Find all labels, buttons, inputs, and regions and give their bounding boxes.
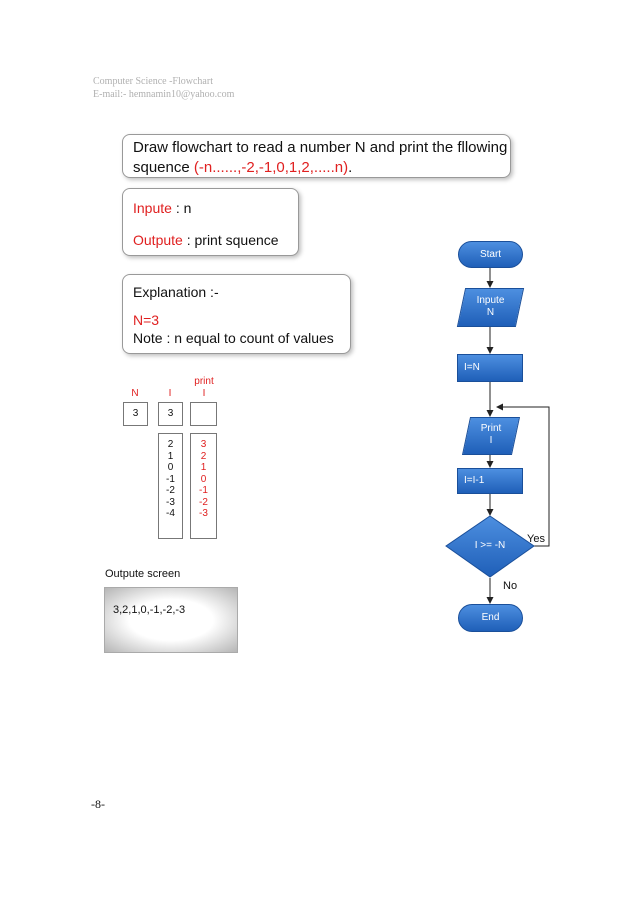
flowchart-input-line1: Inpute bbox=[476, 295, 505, 306]
trace-i-value: -2 bbox=[166, 485, 175, 496]
flowchart-print bbox=[466, 417, 516, 455]
trace-print-value: 2 bbox=[200, 450, 207, 462]
trace-i-value: -1 bbox=[166, 473, 175, 485]
flowchart-end: End bbox=[458, 604, 523, 632]
problem-line-1: Draw flowchart to read a number N and print the fllowing bbox=[133, 139, 508, 156]
explanation-n-value: N=3 bbox=[133, 312, 160, 328]
flowchart-input bbox=[461, 288, 520, 327]
trace-print-value: 1 bbox=[200, 462, 207, 473]
trace-header-print-bottom: I bbox=[202, 388, 206, 399]
trace-i-value: -3 bbox=[166, 496, 175, 508]
trace-i-value: 0 bbox=[167, 462, 174, 473]
flowchart-print-line1: Print bbox=[480, 423, 502, 434]
trace-i-value: 2 bbox=[167, 439, 174, 450]
input-label: Inpute bbox=[133, 200, 172, 216]
trace-header-n: N bbox=[131, 388, 139, 399]
trace-cell-n: 3 bbox=[123, 402, 148, 426]
flowchart-start: Start bbox=[458, 241, 523, 268]
trace-i-value: -4 bbox=[166, 508, 175, 519]
output-screen-label: Outpute screen bbox=[105, 568, 181, 580]
explanation-note: Note : n equal to count of values bbox=[133, 330, 334, 346]
flowchart-assign: I=N bbox=[457, 354, 523, 382]
header-subject: Computer Science -Flowchart bbox=[93, 76, 213, 87]
header-email: E-mail:- hemnamin10@yahoo.com bbox=[93, 89, 235, 100]
flowchart-decrement: I=I-1 bbox=[457, 468, 523, 494]
trace-print-value: 0 bbox=[200, 473, 207, 485]
trace-print-value: -1 bbox=[199, 485, 208, 496]
trace-print-value: 3 bbox=[200, 439, 207, 450]
flowchart-yes-label: Yes bbox=[527, 533, 545, 545]
problem-squence-word: squence bbox=[133, 159, 194, 176]
trace-i-value: 1 bbox=[167, 450, 174, 462]
flowchart-condition: I >= -N bbox=[474, 540, 506, 551]
flowchart-no-label: No bbox=[503, 580, 518, 592]
flowchart-input-line2: N bbox=[486, 307, 495, 318]
output-label: Outpute bbox=[133, 232, 183, 248]
explanation-title: Explanation :- bbox=[133, 284, 219, 300]
trace-cell-i: 3 bbox=[158, 402, 183, 426]
flowchart-print-line2: I bbox=[489, 435, 493, 446]
page-number: -8- bbox=[91, 797, 105, 811]
trace-print-value: -3 bbox=[199, 508, 208, 519]
input-value: : n bbox=[175, 200, 192, 216]
output-screen-value: 3,2,1,0,-1,-2,-3 bbox=[113, 604, 186, 616]
output-value: : print squence bbox=[186, 232, 279, 248]
problem-sequence: (-n......,-2,-1,0,1,2,.....n) bbox=[193, 159, 349, 176]
trace-header-print-top: print bbox=[194, 376, 214, 387]
trace-header-i: I bbox=[168, 388, 172, 399]
problem-period: . bbox=[348, 159, 353, 176]
trace-print-value: -2 bbox=[199, 496, 208, 508]
